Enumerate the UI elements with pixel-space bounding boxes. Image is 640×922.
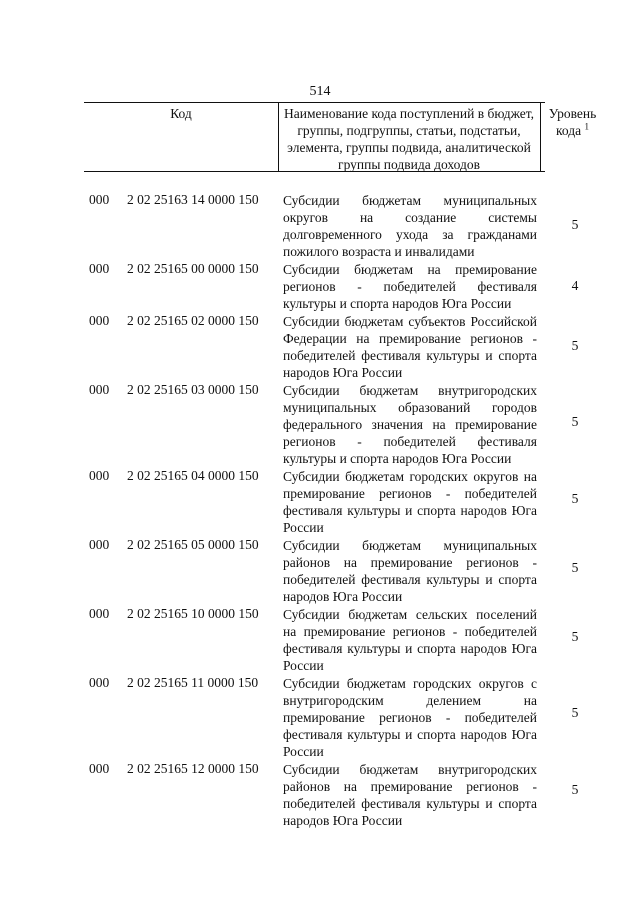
code-level: 5 (571, 782, 579, 797)
page-number: 514 (309, 84, 331, 99)
admin-code: 000 (89, 192, 110, 207)
revenue-name: Субсидии бюджетам городских округов с внутригородским делением на премирование регионов - победителей фестиваля культуры и спорта народов Юга России (283, 676, 537, 759)
revenue-code: 2 02 25163 14 0000 150 (127, 192, 259, 207)
code-level: 4 (571, 278, 579, 293)
revenue-name: Субсидии бюджетам муниципальных районов на премирование регионов - победителей фестиваля культуры и спорта народов Юга России (283, 538, 537, 604)
header-level-line1: Уровень (548, 106, 597, 121)
code-level: 5 (571, 560, 579, 575)
admin-code: 000 (89, 313, 110, 328)
table-header (84, 102, 597, 172)
header-code: Код (170, 106, 192, 121)
revenue-name: Субсидии бюджетам муниципальных округов на создание системы долговременного ухода за гражданами пожилого возраста и инвалидами (283, 193, 537, 259)
revenue-code: 2 02 25165 03 0000 150 (127, 382, 259, 397)
revenue-code: 2 02 25165 05 0000 150 (127, 537, 259, 552)
revenue-code: 2 02 25165 04 0000 150 (127, 468, 259, 483)
revenue-name: Субсидии бюджетам на премирование регионов - победителей фестиваля культуры и спорта народов Юга России (283, 262, 537, 311)
admin-code: 000 (89, 382, 110, 397)
code-level: 5 (571, 705, 579, 720)
revenue-code: 2 02 25165 12 0000 150 (127, 761, 259, 776)
revenue-name: Субсидии бюджетам внутригородских муниципальных образований городов федерального значения на премирование регионов - победителей фестиваля культуры и спорта народов Юга России (283, 383, 537, 466)
code-level: 5 (571, 338, 579, 353)
code-level: 5 (571, 629, 579, 644)
admin-code: 000 (89, 675, 110, 690)
admin-code: 000 (89, 606, 110, 621)
header-level-footnote: 1 (584, 121, 589, 132)
revenue-code: 2 02 25165 02 0000 150 (127, 313, 259, 328)
admin-code: 000 (89, 537, 110, 552)
revenue-code: 2 02 25165 11 0000 150 (127, 675, 259, 690)
revenue-name: Субсидии бюджетам внутригородских районов на премирование регионов - победителей фестиваля культуры и спорта народов Юга России (283, 762, 537, 828)
admin-code: 000 (89, 761, 110, 776)
admin-code: 000 (89, 468, 110, 483)
code-level: 5 (571, 414, 579, 429)
header-level-line2: кода (556, 123, 582, 138)
revenue-name: Субсидии бюджетам субъектов Российской Федерации на премирование регионов - победителей фестиваля культуры и спорта народов Юга России (283, 314, 537, 380)
revenue-code: 2 02 25165 10 0000 150 (127, 606, 259, 621)
revenue-name: Субсидии бюджетам городских округов на премирование регионов - победителей фестиваля культуры и спорта народов Юга России (283, 469, 537, 535)
revenue-code: 2 02 25165 00 0000 150 (127, 261, 259, 276)
admin-code: 000 (89, 261, 110, 276)
header-level (540, 105, 605, 139)
header-name: Наименование кода поступлений в бюджет, группы, подгруппы, статьи, подстатьи, элемента, группы подвида, аналитической группы подвида доходов (283, 106, 534, 172)
revenue-name: Субсидии бюджетам сельских поселений на премирование регионов - победителей фестиваля культуры и спорта народов Юга России (283, 607, 537, 673)
code-level: 5 (571, 217, 579, 232)
code-level: 5 (571, 491, 579, 506)
